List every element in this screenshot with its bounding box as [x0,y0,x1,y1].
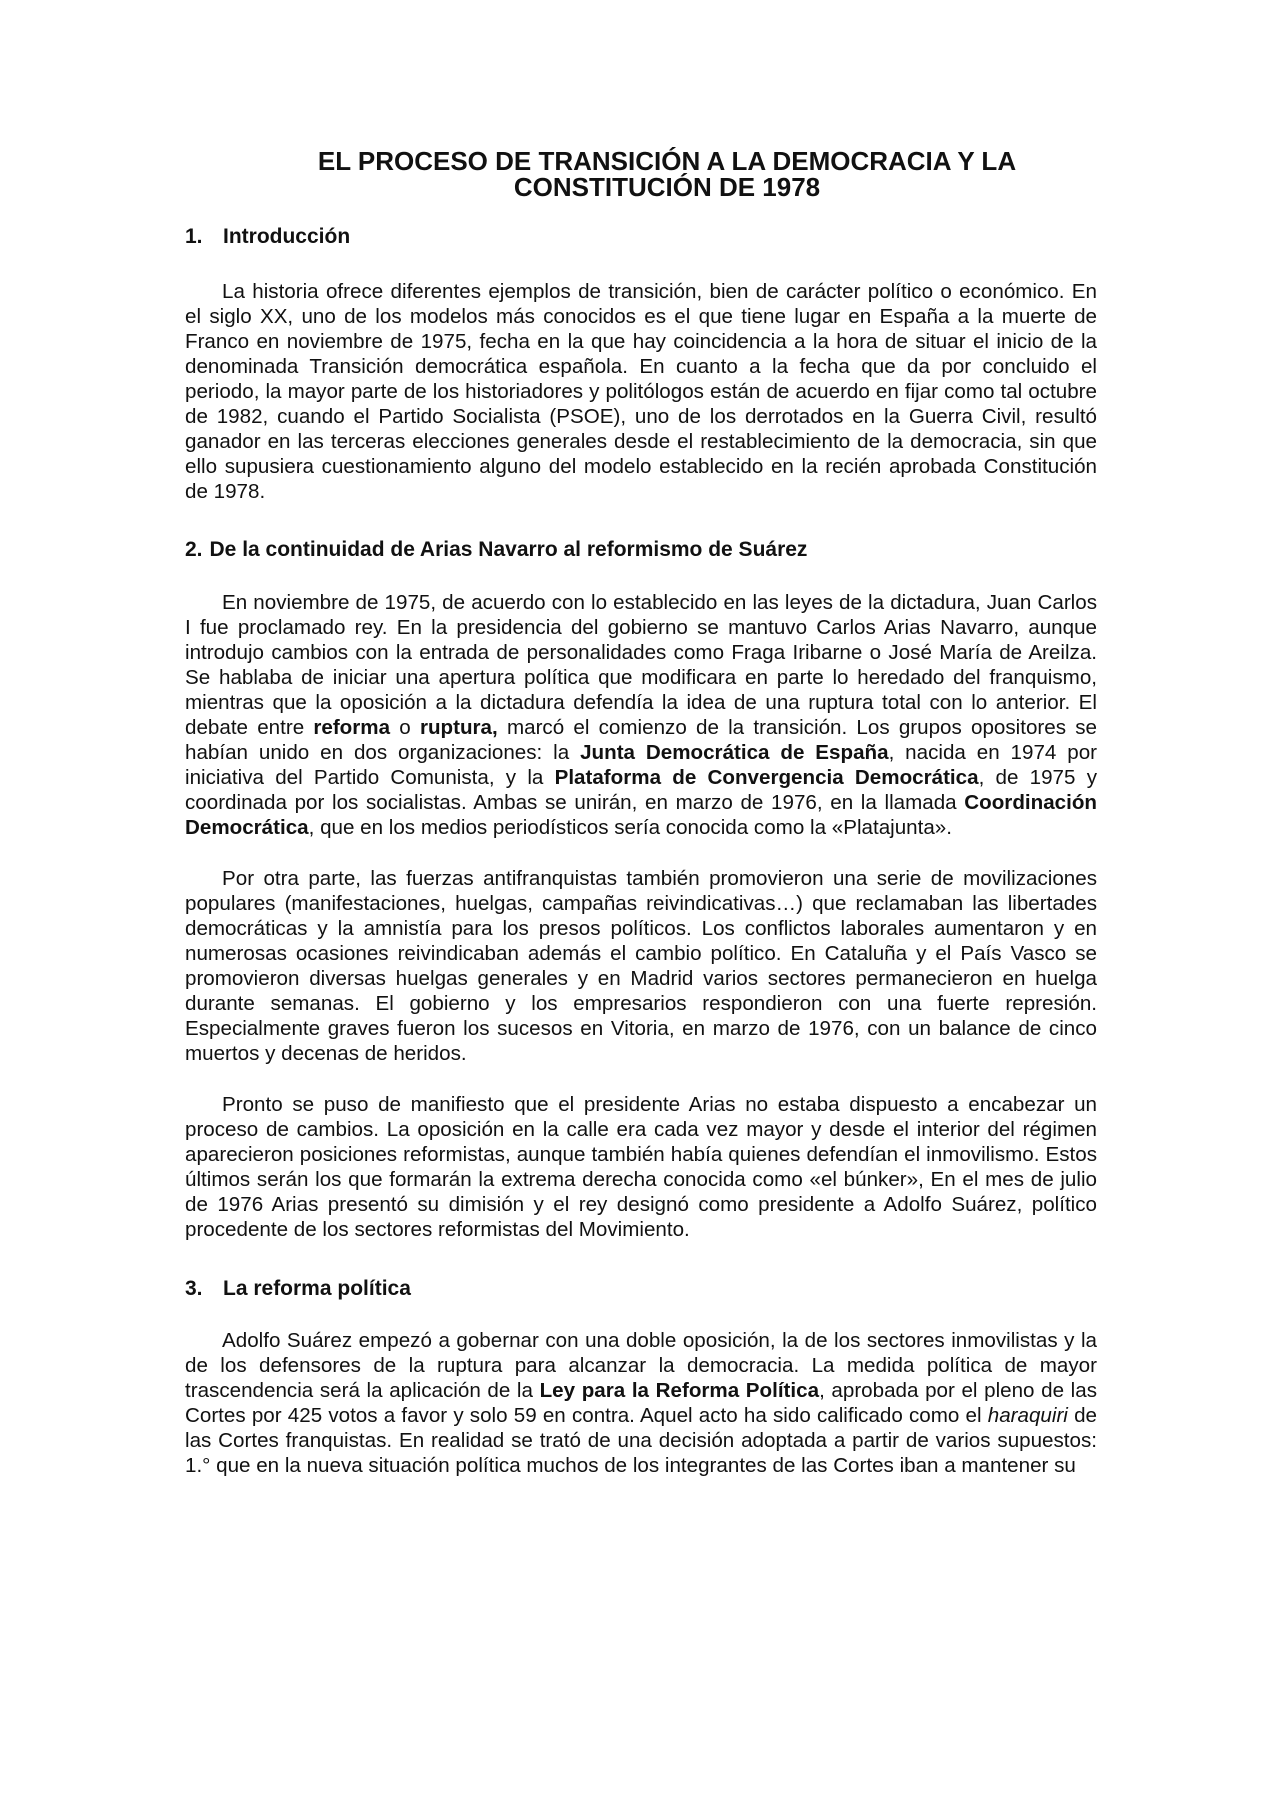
section-heading-reforma-politica [185,1276,1097,1302]
bold-term: ruptura, [419,716,498,739]
title-line-2: CONSTITUCIÓN DE 1978 [513,172,821,202]
paragraph: La historia ofrece diferentes ejemplos de transición, bien de carácter político o económico. En el siglo XX, uno de los modelos más conocidos es el que tiene lugar en España a la muerte de Franco en noviembre de 1975, fecha en la que hay coincidencia a la hora de situar el inicio de la denominada Transición democrática española. En cuanto a la fecha que da por concluido el periodo, la mayor parte de los historiadores y politólogos están de acuerdo en fijar como tal octubre de 1982, cuando el Partido Socialista (PSOE), uno de los derrotados en la Guerra Civil, resultó ganador en las terceras elecciones generales desde el restablecimiento de la democracia, sin que ello supusiera cuestionamiento alguno del modelo establecido en la recién aprobada Constitución de 1978. [185,280,1097,503]
bold-term: reforma [313,716,391,739]
text-run: marcó el comienzo de la transición. Los grupos opositores se habían unido en dos organizaciones: la [185,716,1097,764]
title-line-1: EL PROCESO DE TRANSICIÓN A LA DEMOCRACIA Y LA [317,146,1017,176]
italic-term: haraquiri [987,1404,1068,1427]
bold-term: Plataforma de Convergencia Democrática [554,766,979,789]
paragraph [185,590,1097,840]
paragraph: Pronto se puso de manifiesto que el presidente Arias no estaba dispuesto a encabezar un proceso de cambios. La oposición en la calle era cada vez mayor y desde el interior del régimen aparecieron posiciones reformistas, aunque también había quienes defendían el inmovilismo. Estos últimos serán los que formarán la extrema derecha conocida como «el búnker», En el mes de julio de 1976 Arias presentó su dimisión y el rey designó como presidente a Adolfo Suárez, político procedente de los sectores reformistas del Movimiento. [185,1093,1097,1241]
section-title: La reforma política [223,1277,411,1300]
text-run: , de 1975 y coordinada por los socialistas. Ambas se unirán, en marzo de 1976, en la llamada [185,766,1097,814]
bold-term: Ley para la Reforma Política [539,1379,820,1402]
text-run: Adolfo Suárez empezó a gobernar con una doble oposición, la de los sectores inmovilistas y la de los defensores de la ruptura para alcanzar la democracia. La medida política de mayor trascendencia será la aplicación de la [185,1329,1097,1402]
text-run: , que en los medios periodísticos sería conocida como la «Platajunta». [308,816,952,839]
document-title [185,148,1097,200]
text-run: o [390,716,420,739]
bold-term: Coordinación Democrática [185,791,1097,839]
document-page [185,148,1097,1478]
section-title: De la continuidad de Arias Navarro al reformismo de Suárez [209,538,808,561]
section-number: 1. [185,225,203,248]
text-run: , aprobada por el pleno de las Cortes por 425 votos a favor y solo 59 en contra. Aquel acto ha sido calificado como el [185,1379,1097,1427]
bold-term: Junta Democrática de España [580,741,889,764]
text-run: En noviembre de 1975, de acuerdo con lo establecido en las leyes de la dictadura, Juan Carlos I fue proclamado rey. En la presidencia del gobierno se mantuvo Carlos Arias Navarro, aunque introdujo cambios con la entrada de personalidades como Fraga Iribarne o José María de Areilza. Se hablaba de iniciar una apertura política que modificara en parte lo heredado del franquismo, mientras que la oposición a la dictadura defendía la idea de una ruptura total con lo anterior. El debate entre [185,591,1097,739]
section-heading-introduccion [185,224,1097,250]
section-title: Introducción [223,225,351,248]
section-heading-arias-suarez [185,537,1097,563]
section-number: 3. [185,1277,203,1300]
text-run: de las Cortes franquistas. En realidad se trató de una decisión adoptada a partir de varios supuestos: 1.° que en la nueva situación política muchos de los integrantes de las Cortes iban a mantener su [185,1404,1097,1477]
text-run: , nacida en 1974 por iniciativa del Partido Comunista, y la [185,741,1098,789]
paragraph [185,1328,1097,1478]
paragraph: Por otra parte, las fuerzas antifranquistas también promovieron una serie de movilizaciones populares (manifestaciones, huelgas, campañas reivindicativas…) que reclamaban las libertades democráticas y la amnistía para los presos políticos. Los conflictos laborales aumentaron y en numerosas ocasiones reivindicaban además el cambio político. En Cataluña y el País Vasco se promovieron diversas huelgas generales y en Madrid varios sectores permanecieron en huelga durante semanas. El gobierno y los empresarios respondieron con una fuerte represión. Especialmente graves fueron los sucesos en Vitoria, en marzo de 1976, con un balance de cinco muertos y decenas de heridos. [185,867,1097,1065]
section-number: 2. [185,538,203,561]
